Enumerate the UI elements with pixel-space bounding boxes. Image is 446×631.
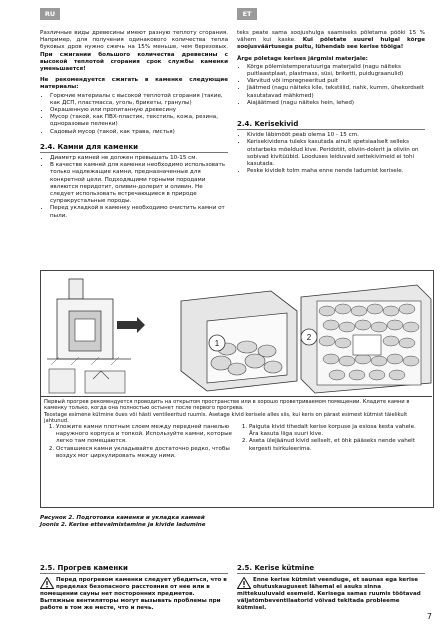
list-item: • Kõrge põlemistemperatuuriga materjalid (nagu näiteks puitlaastplaat, plastmass, süsi, briketti, puidugraanulid) — [247, 64, 425, 78]
et-steps — [237, 424, 427, 453]
list-item: • Горючие материалы с высокой теплотой сгорания (такие, как ДСП, пластмасса, уголь, брикеты, гранулы) — [50, 93, 228, 107]
figure-note-et: Teostage esimene kütmine õues või hästi ventileeritud ruumis. Asetage kivid kerisele alles siis, kui keris on pärast esimest kütmist täielikult jahtunud. — [44, 411, 408, 424]
figure-label-1: 1 — [214, 339, 220, 348]
figure-2 — [40, 270, 434, 508]
et-heating-title: 2.5. Kerise kütmine — [237, 564, 425, 574]
list-item: 2. Оставшиеся камни укладывайте достаточно редко, чтобы воздух мог циркулировать между ними. — [56, 446, 232, 460]
arrow-icon — [117, 317, 145, 333]
caption-ru-number: Рисунок 2. — [40, 515, 75, 521]
list-item: • Aiajäätmed (nagu näiteks hein, lehed) — [247, 100, 425, 107]
page-number: 7 — [426, 612, 432, 621]
list-item: • Окрашенную или пропитанную древесину — [50, 107, 228, 114]
lang-tab-et: ET — [237, 8, 257, 20]
list-item: • Мусор (такой, как ПВХ-пластик, текстиль, кожа, резина, одноразовые пеленки) — [50, 114, 228, 128]
ru-stones-title: 2.4. Камни для каменки — [40, 144, 228, 153]
list-item: • Peske kividelt tolm maha enne nende ladumist kerisele. — [247, 168, 425, 175]
heater-illustration — [41, 271, 433, 397]
stove-front-view — [47, 279, 145, 365]
list-item: • Диаметр камней не должен превышать 10-15 см. — [50, 155, 228, 162]
list-item: 1. Уложите камни плотным слоем между передней панелью наружного корпуса и топкой. Используйте камни, которые легко там помещаются. — [56, 424, 232, 446]
list-item: 2. Aseta ülejäänud kivid sellselt, et õhk pääseks nende vahelt kergesti tsirkuleerima. — [249, 438, 427, 452]
list-item: • Kivide läbimõõt peab olema 10 - 15 cm. — [247, 132, 425, 139]
et-column — [237, 30, 425, 177]
lang-tab-ru: RU — [40, 8, 60, 20]
figure-caption — [40, 515, 206, 529]
ru-not-title: Не рекомендуется сжигать в каменке следующие материалы: — [40, 77, 228, 91]
et-not-list — [237, 64, 425, 107]
ru-stones-list — [40, 155, 228, 220]
figure-label-2: 2 — [306, 333, 312, 342]
warning-icon — [237, 577, 251, 589]
heater-cutaway-2 — [301, 285, 431, 393]
list-item: • Перед укладкой в каменку необходимо очистить камни от пыли. — [50, 205, 228, 219]
warning-icon — [40, 577, 54, 589]
ru-steps — [44, 424, 232, 460]
list-item: • В качестве камней для каменки необходимо использовать только надлежащие камни, предназначенные для конкретной цели. Подходящими горными породами являются перидотит, оливин-долерит и оливин. Не следует использовать встречающиеся в природе супракрустальные породы. — [50, 162, 228, 205]
list-item: • Jäätmed (nagu näiteks kile, tekstiilid, nahk, kumm, ühekordselt kasutatavad mähkmed) — [247, 85, 425, 99]
caption-ru-text: Подготовка каменки и укладка камней — [76, 515, 205, 521]
et-intro: teks peate sama soojushulga saamiseks põletama pööki 15 % vähem kui kaske. Kui põletate suurel hulgal kõrge soojusväärtusega puitu, lühendab see kerise tööiga! — [237, 30, 425, 51]
ru-heating-title: 2.5. Прогрев каменки — [40, 564, 228, 574]
ru-intro: Различные виды древесины имеют разную теплоту сгорания. Например, для получения одинакового количества тепла буковых дров нужно сжечь на 15% меньше, чем березовых. При сжигании большого количества древесины с высокой теплотой сгорания срок службы каменки уменьшается! — [40, 30, 228, 73]
stove-outdoor-sketch — [49, 369, 125, 393]
et-not-title: Ärge põletage kerises järgmisi materjale: — [237, 55, 368, 62]
figure-note — [40, 396, 432, 424]
caption-et-number: Joonis 2. — [40, 522, 67, 528]
et-stones-title: 2.4. Kerisekivid — [237, 121, 425, 130]
heater-cutaway-1 — [181, 291, 297, 391]
figure-note-ru: Первый прогрев рекомендуется проводить на открытом пространстве или в хорошо проветриваемом помещении. Кладите камни в каменку только, когда она полностью остынет после первого прогрева. — [44, 399, 410, 412]
list-item: • Kerisekividena tuleks kasutada ainult spetsiaalselt selleks otstarbeks mõeldud kive. Peridotiit, oliviin-dolerit ja oliviin on sobivad kivitüübid. Looduses leiduvaid settekivimeid ei tohi kasutada. — [247, 139, 425, 168]
list-item: 1. Paiguta kivid tihedalt kerise korpuse ja esiosa kesta vahele. Ära kasuta liiga suuri kive. — [249, 424, 427, 438]
et-warning: Enne kerise kütmist veenduge, et saunas ega kerise ohutuskaugusest lähemal ei asuks sinna mittekuuluvaid esemeid. Kerisega samas ruumis töötavad väljatõmbeventilaatorid võivad tekitada probleeme kütmisel. — [237, 577, 421, 611]
ru-warning: Перед прогревом каменки следует убедиться, что в пределах безопасного расстояния от нее или в помещении сауны нет посторонних предметов. Вытяжные вентиляторы могут вызывать проблемы при работе в том же месте, что и печь. — [40, 577, 227, 611]
list-item: • Värvitud või impregneeritud puit — [247, 78, 425, 85]
ru-column — [40, 30, 228, 222]
ru-not-list — [40, 93, 228, 136]
et-stones-list — [237, 132, 425, 175]
list-item: • Садовый мусор (такой, как трава, листья) — [50, 129, 228, 136]
caption-et-text: Kerise ettevalmistamine ja kivide ladumine — [68, 522, 206, 528]
